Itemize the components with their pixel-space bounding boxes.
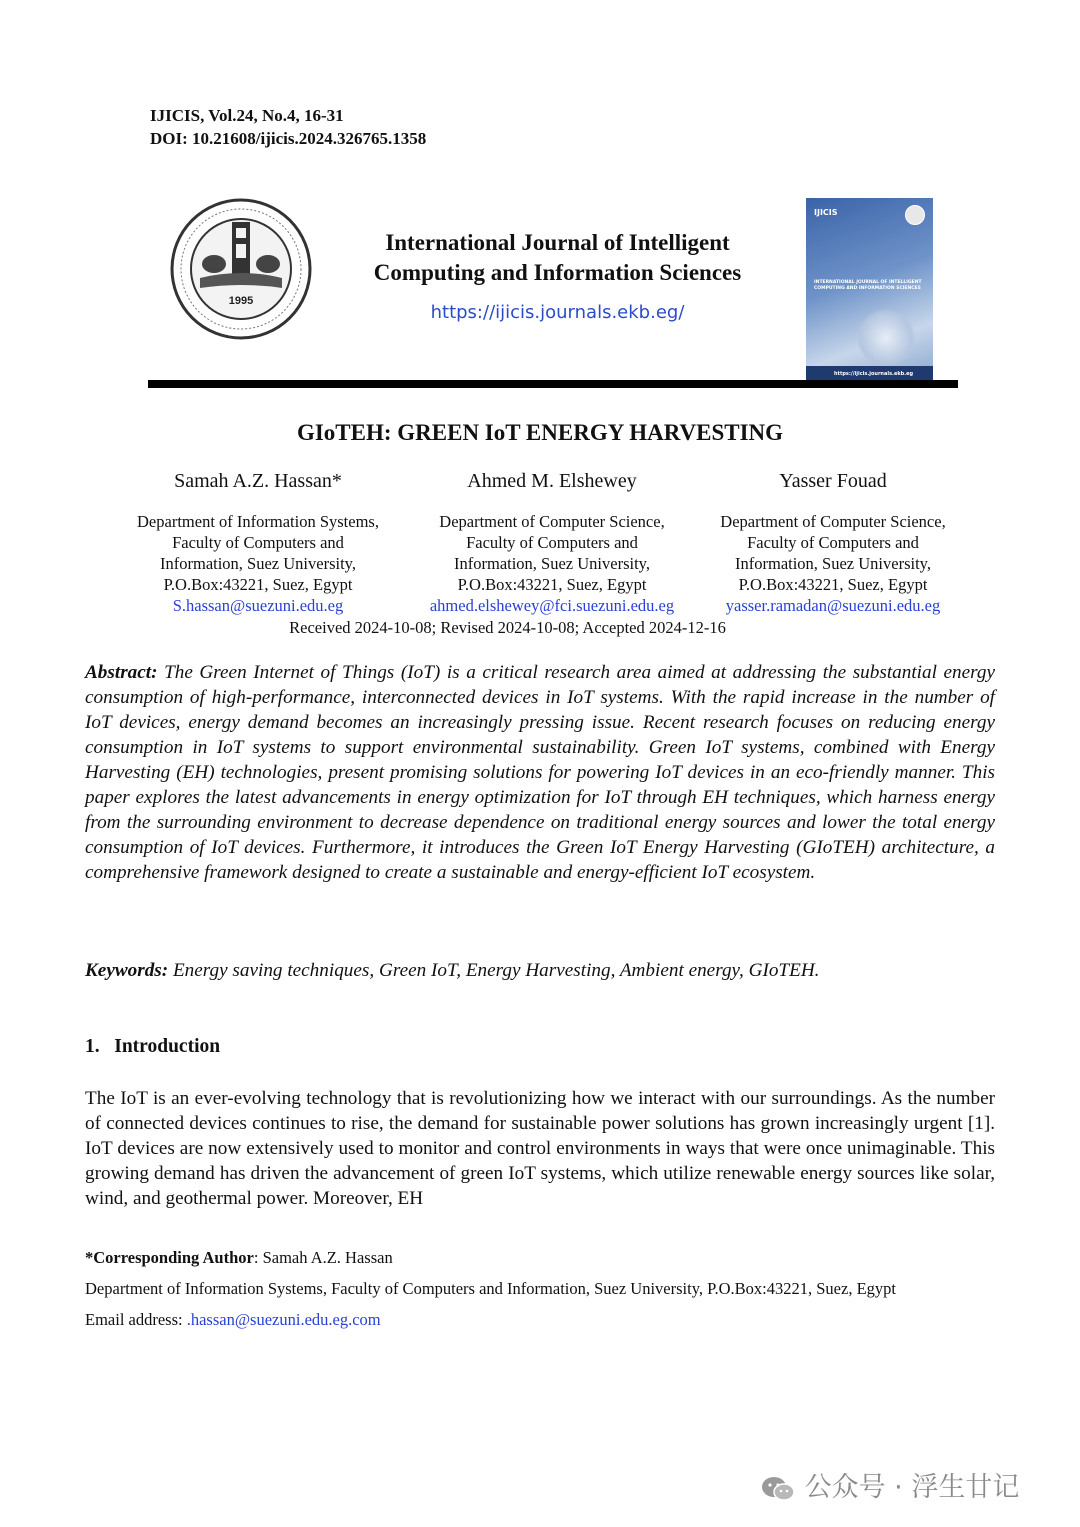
corresponding-email <box>85 1310 381 1330</box>
corresponding-department: Department of Information Systems, Faculty of Computers and Information, Suez University, P.O.Box:43221, Suez, Egypt <box>85 1279 896 1298</box>
keywords-text: Energy saving techniques, Green IoT, Energy Harvesting, Ambient energy, GIoTEH. <box>168 960 820 981</box>
journal-cover-image <box>806 198 933 380</box>
affiliation-dept: Department of Computer Science, <box>439 512 665 531</box>
author-affiliation <box>402 511 702 616</box>
wechat-icon <box>760 1474 796 1504</box>
author-name: Ahmed M. Elshewey <box>467 470 637 492</box>
abstract <box>85 660 995 885</box>
author-name: Yasser Fouad <box>779 470 887 492</box>
affiliation-dept: Department of Computer Science, <box>720 512 946 531</box>
watermark <box>760 1465 1019 1504</box>
affiliation-address: P.O.Box:43221, Suez, Egypt <box>738 575 928 594</box>
abstract-label: Abstract: <box>85 662 158 683</box>
journal-name-line1: International Journal of Intelligent <box>385 230 730 255</box>
affiliation-address: P.O.Box:43221, Suez, Egypt <box>457 575 647 594</box>
introduction-text: The IoT is an ever-evolving technology that is revolutionizing how we interact with our surroundings. As the number of connected devices continues to rise, the demand for sustainable power solutions has grown increasingly urgent [1]. IoT devices are now extensively used to monitor and control environments in ways that were once unimaginable. This growing demand has driven the advancement of green IoT systems, which utilize renewable energy sources like solar, wind, and geothermal power. Moreover, EH <box>85 1088 995 1209</box>
author-name: Samah A.Z. Hassan* <box>174 470 342 492</box>
header-divider <box>148 380 958 388</box>
journal-name <box>330 228 785 288</box>
corresponding-author <box>85 1248 393 1268</box>
email-label: Email address: <box>85 1310 187 1329</box>
citation-volume: IJICIS, Vol.24, No.4, 16-31 <box>150 106 344 125</box>
corresponding-name: : Samah A.Z. Hassan <box>253 1248 393 1267</box>
journal-name-line2: Computing and Information Sciences <box>373 260 742 285</box>
cover-title <box>814 280 926 292</box>
author-email-link[interactable]: ahmed.elshewey@fci.suezuni.edu.eg <box>429 596 675 615</box>
cover-seal-icon <box>905 205 925 225</box>
cover-title-line2: COMPUTING AND INFORMATION SCIENCES <box>814 286 921 291</box>
section-heading: 1. Introduction <box>85 1036 221 1057</box>
affiliation-faculty: Faculty of Computers and <box>466 533 638 552</box>
author-email-link[interactable]: yasser.ramadan@suezuni.edu.eg <box>725 596 941 615</box>
corresponding-label: *Corresponding Author <box>85 1248 254 1267</box>
abstract-text: The Green Internet of Things (IoT) is a critical research area aimed at addressing the substantial energy consumption of high-performance, interconnected devices in IoT systems. With the rapid increase in the number of IoT devices, energy demand becomes an increasingly pressing issue. Recent research focuses on reducing energy consumption in IoT systems to support environmental sustainability. Green IoT systems, combined with Energy Harvesting (EH) technologies, present promising solutions for powering IoT devices in an eco-friendly manner. This paper explores the latest advancements in energy optimization for IoT through EH techniques, which harness energy from the surrounding environment to decrease dependence on traditional energy sources and lower the total energy consumption of IoT devices. Furthermore, it introduces the Green IoT Energy Harvesting (GIoTEH) architecture, a comprehensive framework designed to create a sustainable and energy-efficient IoT ecosystem. <box>85 662 995 883</box>
university-seal-icon <box>170 198 312 340</box>
affiliation-university: Information, Suez University, <box>454 554 650 573</box>
keywords-label: Keywords: <box>85 960 169 981</box>
watermark-text: 公众号 · 浮生廿记 <box>804 1472 1020 1503</box>
cover-badge: IJICIS <box>814 208 838 217</box>
affiliation-address: P.O.Box:43221, Suez, Egypt <box>163 575 353 594</box>
journal-url-link[interactable]: https://ijicis.journals.ekb.eg/ <box>430 302 685 323</box>
paper-title: GIoTEH: GREEN IoT ENERGY HARVESTING <box>296 420 784 445</box>
seal-year: 1995 <box>228 295 254 307</box>
cover-url: https://ijicis.journals.ekb.eg <box>834 371 914 377</box>
author-affiliation <box>108 511 408 616</box>
keywords <box>85 960 995 982</box>
affiliation-university: Information, Suez University, <box>735 554 931 573</box>
submission-dates: Received 2024-10-08; Revised 2024-10-08; Accepted 2024-12-16 <box>289 618 726 637</box>
cover-figure <box>856 308 916 368</box>
affiliation-dept: Department of Information Systems, <box>137 512 379 531</box>
affiliation-faculty: Faculty of Computers and <box>747 533 919 552</box>
citation-doi: DOI: 10.21608/ijicis.2024.326765.1358 <box>150 129 427 148</box>
email-link[interactable]: .hassan@suezuni.edu.eg.com <box>186 1310 381 1329</box>
author-affiliation <box>683 511 983 616</box>
affiliation-faculty: Faculty of Computers and <box>172 533 344 552</box>
affiliation-university: Information, Suez University, <box>160 554 356 573</box>
cover-title-line1: INTERNATIONAL JOURNAL OF INTELLIGENT <box>814 280 922 285</box>
author-email-link[interactable]: S.hassan@suezuni.edu.eg <box>172 596 344 615</box>
citation-block <box>150 104 426 150</box>
